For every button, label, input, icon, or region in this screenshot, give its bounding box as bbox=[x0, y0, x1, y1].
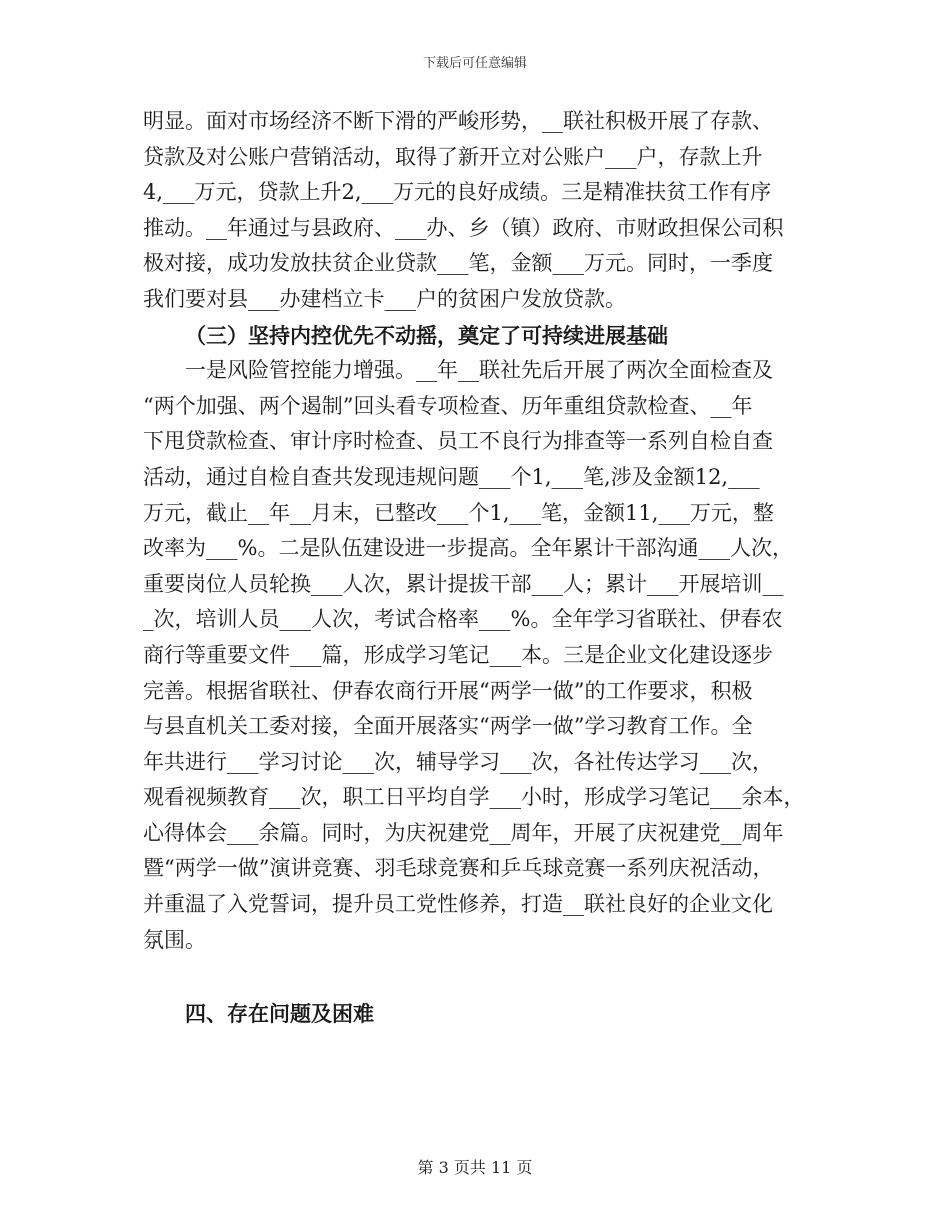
paragraph-market-development bbox=[143, 104, 815, 318]
text-line: 万元，截止__年__月末，已整改___个1,___笔，金额11,___万元，整 bbox=[143, 500, 774, 525]
text-line: 推动。__年通过与县政府、___办、乡（镇）政府、市财政担保公司积 bbox=[143, 215, 784, 240]
text-line: 观看视频教育___次，职工日平均自学___小时，形成学习笔记___余本， bbox=[143, 785, 805, 810]
text-line: 暨“两学一做”演讲竞赛、羽毛球竞赛和乒乓球竞赛一系列庆祝活动， bbox=[143, 856, 774, 881]
text-line: “两个加强、两个遏制”回头看专项检查、历年重组贷款检查、__年 bbox=[143, 393, 753, 418]
text-line: 贷款及对公账户营销活动，取得了新开立对公账户___户，存款上升 bbox=[143, 144, 763, 169]
page-header: 下载后可任意编辑 bbox=[422, 56, 527, 71]
text-line: 4,___万元，贷款上升2,___万元的良好成绩。三是精准扶贫工作有序 bbox=[143, 180, 772, 205]
text-line: _次，培训人员___人次，考试合格率___%。全年学习省联社、伊春农 bbox=[143, 607, 783, 632]
paragraph-risk-control bbox=[143, 353, 815, 958]
text-line: 商行等重要文件___篇，形成学习笔记___本。三是企业文化建设逐步 bbox=[143, 642, 773, 667]
text-line: 下甩贷款检查、审计序时检查、员工不良行为排查等一系列自检自查 bbox=[143, 429, 773, 454]
text-line: 年共进行___学习讨论___次，辅导学习___次，各社传达学习___次， bbox=[143, 749, 773, 774]
text-line: 活动，通过自检自查共发现违规问题___个1,___笔,涉及金额12,___ bbox=[143, 464, 760, 489]
text-line: 改率为___%。二是队伍建设进一步提高。全年累计干部沟通___人次， bbox=[143, 536, 793, 561]
text-line: 极对接，成功发放扶贫企业贷款___笔，金额___万元。同时，一季度 bbox=[143, 251, 773, 276]
section-heading-problems: 四、存在问题及困难 bbox=[185, 1001, 374, 1026]
document-body bbox=[143, 104, 815, 958]
text-line: 明显。面对市场经济不断下滑的严峻形势，__联社积极开展了存款、 bbox=[143, 109, 773, 133]
text-line: 一是风险管控能力增强。__年__联社先后开展了两次全面检查及 bbox=[185, 358, 773, 383]
text-line: 并重温了入党誓词，提升员工党性修养，打造__联社良好的企业文化 bbox=[143, 892, 773, 917]
text-line: 氛围。 bbox=[143, 927, 206, 952]
text-line: 我们要对县___办建档立卡___户的贫困户发放贷款。 bbox=[143, 286, 626, 311]
subheading-internal-control: （三）坚持内控优先不动摇，奠定了可持续进展基础 bbox=[185, 322, 668, 348]
text-line: 与县直机关工委对接，全面开展落实“两学一做”学习教育工作。全 bbox=[143, 714, 753, 739]
text-line: 心得体会___余篇。同时，为庆祝建党__周年，开展了庆祝建党__周年 bbox=[143, 820, 784, 845]
text-line: 重要岗位人员轮换___人次，累计提拔干部___人；累计___开展培训__ bbox=[143, 571, 784, 596]
text-line: 完善。根据省联社、伊春农商行开展“两学一做”的工作要求，积极 bbox=[143, 678, 753, 703]
page-footer: 第 3 页共 11 页 bbox=[417, 1158, 533, 1177]
